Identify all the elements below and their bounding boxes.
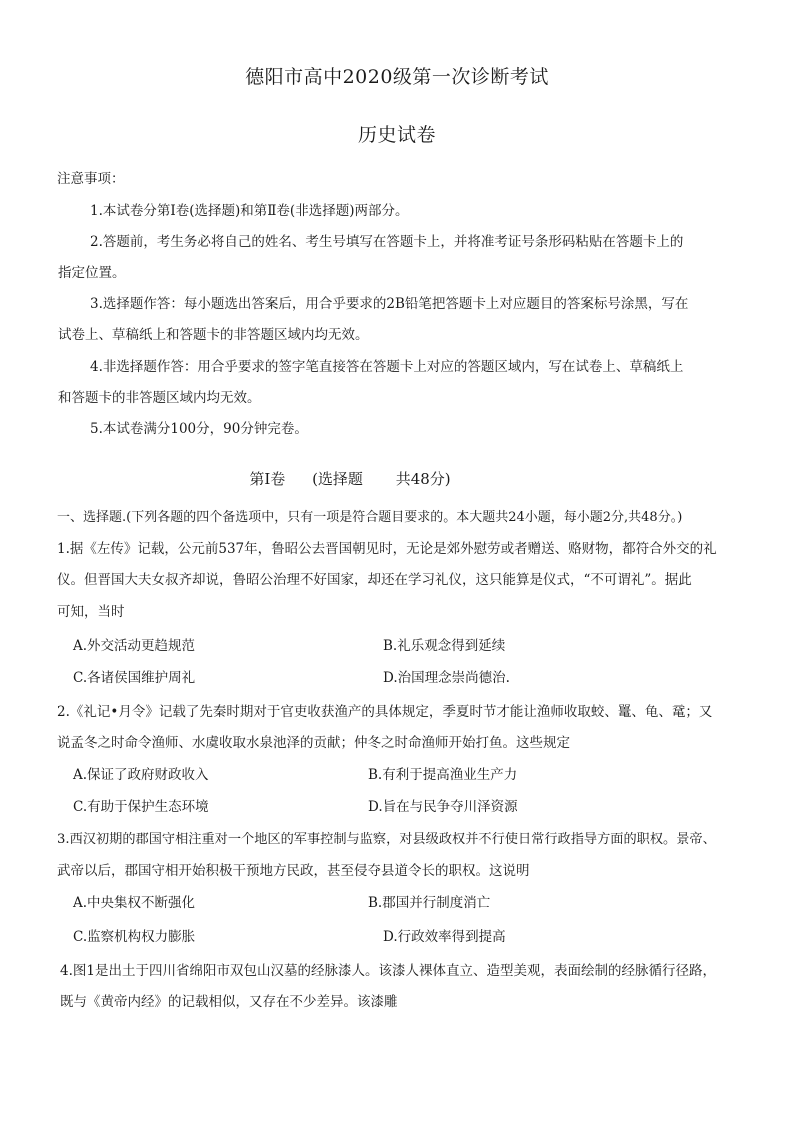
q3-stem-line-2: 武帝以后，郡国守相开始积极干预地方民政，甚至侵夺县道令长的职权。这说明 (57, 863, 530, 879)
section-part: 第Ⅰ卷 (249, 470, 286, 488)
q1-stem-line-1: 1.据《左传》记载，公元前537年，鲁昭公去晋国朝见时，无论是郊外慰劳或者赠送、赂财物，都符合外交的礼 (57, 541, 717, 557)
notice-item-2-line-1: 2.答题前，考生务必将自己的姓名、考生号填写在答题卡上，并将准考证号条形码粘贴在答题卡上的 (90, 234, 684, 250)
q3-option-c: C.监察机构权力膨胀 (73, 929, 196, 945)
section-heading (0, 468, 700, 489)
exam-title: 德阳市高中2020级第一次诊断考试 (245, 66, 549, 88)
q1-stem-line-2: 仪。但晋国大夫女叔齐却说，鲁昭公治理不好国家，却还在学习礼仪，这只能算是仪式，“不可谓礼”。据此 (57, 572, 692, 588)
q3-stem-line-1: 3.西汉初期的郡国守相注重对一个地区的军事控制与监察，对县级政权并不行使日常行政指导方面的职权。景帝、 (57, 832, 716, 847)
q1-option-a: A.外交活动更趋规范 (73, 638, 196, 654)
notice-item-3-line-2: 试卷上、草稿纸上和答题卡的非答题区域内均无效。 (58, 327, 369, 343)
q2-option-d: D.旨在与民争夺川泽资源 (368, 799, 518, 815)
q1-option-d: D.治国理念崇尚德治. (383, 670, 510, 686)
notice-item-4-line-2: 和答题卡的非答题区域内均无效。 (58, 390, 261, 406)
q2-option-a: A.保证了政府财政收入 (73, 767, 209, 783)
q3-option-b: B.郡国并行制度消亡 (368, 895, 491, 911)
q2-option-b: B.有利于提高渔业生产力 (368, 767, 518, 783)
q4-stem-line-2: 既与《黄帝内经》的记载相似，又存在不少差异。该漆雕 (60, 994, 398, 1010)
notice-item-3-line-1: 3.选择题作答：每小题选出答案后，用合乎要求的2B铅笔把答题卡上对应题目的答案标号涂黑，写在 (90, 296, 689, 312)
q1-option-b: B.礼乐观念得到延续 (383, 638, 506, 654)
q3-option-d: D.行政效率得到提高 (383, 929, 506, 945)
section-instructions: 一、选择题.(下列各题的四个备选项中，只有一项是符合题目要求的。本大题共24小题，每小题2分,共48分。) (57, 510, 683, 525)
notice-item-5: 5.本试卷满分100分，90分钟完卷。 (90, 421, 308, 437)
q2-stem-line-1: 2.《礼记•月令》记载了先秦时期对于官吏收获渔产的具体规定，季夏时节才能让渔师收取蛟、鼍、龟、鼋；又 (57, 704, 713, 720)
notice-item-1: 1.本试卷分第Ⅰ卷(选择题)和第Ⅱ卷(非选择题)两部分。 (90, 203, 409, 219)
notice-item-4-line-1: 4.非选择题作答：用合乎要求的签字笔直接答在答题卡上对应的答题区域内，写在试卷上、草稿纸上 (90, 359, 684, 375)
q1-stem-line-3: 可知，当时 (57, 604, 125, 620)
q2-option-c: C.有助于保护生态环境 (73, 799, 209, 815)
notice-item-2-line-2: 指定位置。 (58, 265, 126, 281)
q1-option-c: C.各诸侯国维护周礼 (73, 670, 196, 686)
section-type: (选择题 (312, 470, 363, 488)
q3-option-a: A.中央集权不断强化 (73, 895, 196, 911)
section-score: 共48分) (395, 470, 451, 488)
q4-stem-line-1: 4.图1是出土于四川省绵阳市双包山汉墓的经脉漆人。该漆人裸体直立、造型美观，表面绘制的经脉循行径路， (60, 963, 716, 979)
notice-heading: 注意事项： (57, 171, 125, 187)
q2-stem-line-2: 说孟冬之时命令渔师、水虞收取水泉池泽的贡献；仲冬之时命渔师开始打鱼。这些规定 (57, 735, 570, 751)
exam-subtitle: 历史试卷 (357, 124, 436, 146)
